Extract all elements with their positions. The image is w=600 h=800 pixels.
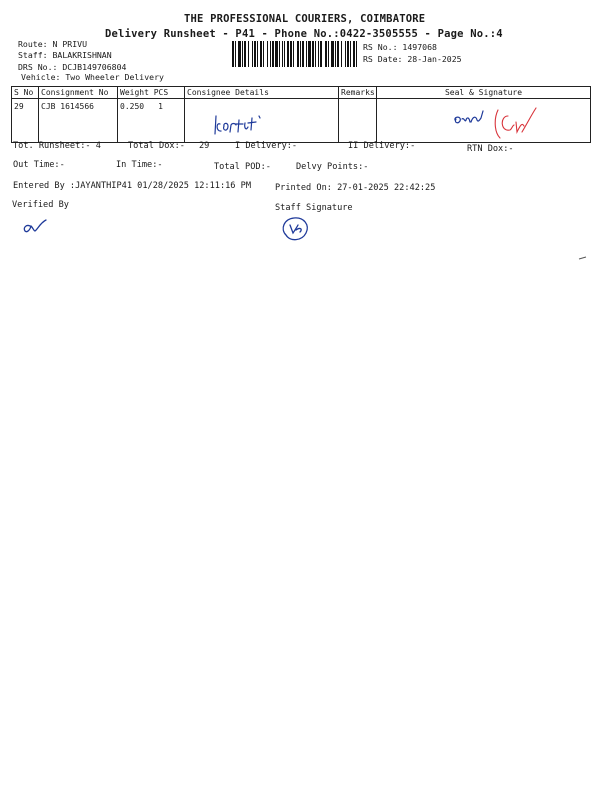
barcode-bar: [312, 41, 314, 67]
in-time: In Time:-: [116, 160, 163, 170]
barcode-bar: [260, 41, 262, 67]
cell-remarks: [339, 99, 377, 143]
printed-on: Printed On: 27-01-2025 22:42:25: [275, 183, 436, 193]
cell-weight-pcs: [118, 99, 185, 143]
total-dox-label: Total Dox:-: [128, 141, 185, 151]
rs-date: RS Date: 28-Jan-2025: [363, 54, 462, 64]
barcode: [232, 41, 358, 67]
cell-weight: 0.250: [120, 102, 145, 111]
rs-number: RS No.: 1497068: [363, 42, 437, 52]
ii-delivery: II Delivery:-: [348, 141, 416, 151]
barcode-bar: [337, 41, 339, 67]
staff-signature-label: Staff Signature: [275, 203, 353, 213]
red-tick-mark: [490, 104, 538, 144]
barcode-bar: [235, 41, 236, 67]
vehicle-label: Vehicle: Two Wheeler Delivery: [21, 72, 164, 82]
barcode-bar: [272, 41, 274, 67]
i-delivery: I Delivery:-: [235, 141, 298, 151]
barcode-bar: [341, 41, 342, 67]
document-subtitle: Delivery Runsheet - P41 - Phone No.:0422-3505555 - Page No.:4: [105, 28, 503, 40]
cell-pcs: 1: [158, 102, 163, 111]
staff-signature-mark: [278, 215, 314, 245]
header-consignment-no: Consignment No: [39, 87, 118, 99]
barcode-bar: [345, 41, 346, 67]
barcode-bar: [275, 41, 278, 67]
out-time: Out Time:-: [13, 160, 65, 170]
barcode-bar: [279, 41, 280, 67]
delvy-points: Delvy Points:-: [296, 162, 369, 172]
barcode-bar: [325, 41, 327, 67]
header-consignee-details: Consignee Details: [185, 87, 339, 99]
entered-by: Entered By :JAYANTHIP41 01/28/2025 12:11:16 PM: [13, 181, 251, 191]
header-sno: S No: [12, 87, 39, 99]
barcode-bar: [238, 41, 241, 67]
barcode-bar: [252, 41, 253, 67]
barcode-bar: [302, 41, 304, 67]
barcode-bar: [267, 41, 268, 67]
barcode-bar: [263, 41, 264, 67]
barcode-bar: [308, 41, 311, 67]
barcode-bar: [315, 41, 316, 67]
barcode-bar: [293, 41, 294, 67]
barcode-bar: [306, 41, 307, 67]
route-label: Route: N PRIVU: [18, 39, 88, 49]
header-seal-signature: Seal & Signature: [377, 87, 591, 99]
document-title: THE PROFESSIONAL COURIERS, COIMBATORE: [184, 13, 426, 25]
barcode-bar: [242, 41, 243, 67]
barcode-bar: [254, 41, 256, 67]
total-pod: Total POD:-: [214, 162, 271, 172]
barcode-bar: [356, 41, 357, 67]
barcode-bar: [248, 41, 249, 67]
table-header-row: [12, 87, 591, 99]
total-dox-value: 29: [199, 141, 210, 151]
verified-by-label: Verified By: [12, 200, 69, 210]
barcode-bar: [284, 41, 285, 67]
cell-consignment-no: CJB 1614566: [39, 99, 118, 143]
barcode-bar: [335, 41, 336, 67]
barcode-bar: [297, 41, 299, 67]
barcode-bar: [287, 41, 289, 67]
barcode-bar: [350, 41, 351, 67]
barcode-bar: [244, 41, 246, 67]
cell-sno: 29: [12, 99, 39, 143]
barcode-bar: [290, 41, 292, 67]
verifier-signature: [20, 214, 50, 236]
barcode-bar: [232, 41, 234, 67]
barcode-bar: [328, 41, 329, 67]
barcode-bar: [270, 41, 271, 67]
drs-number: DRS No.: DCJB149706804: [18, 62, 127, 72]
barcode-bar: [347, 41, 349, 67]
barcode-bar: [320, 41, 322, 67]
header-weight-pcs: Weight PCS: [118, 87, 185, 99]
barcode-bar: [300, 41, 301, 67]
barcode-bar: [282, 41, 283, 67]
rtn-dox: RTN Dox:-: [467, 144, 514, 154]
barcode-bar: [353, 41, 355, 67]
header-remarks: Remarks: [339, 87, 377, 99]
staff-label: Staff: BALAKRISHNAN: [18, 50, 112, 60]
barcode-bar: [257, 41, 258, 67]
stray-mark: [578, 256, 588, 260]
barcode-bar: [331, 41, 334, 67]
tot-runsheet: Tot. Runsheet:- 4: [13, 141, 101, 151]
receiver-signature: [452, 108, 492, 130]
consignee-handwriting: [210, 110, 274, 140]
barcode-bar: [318, 41, 319, 67]
